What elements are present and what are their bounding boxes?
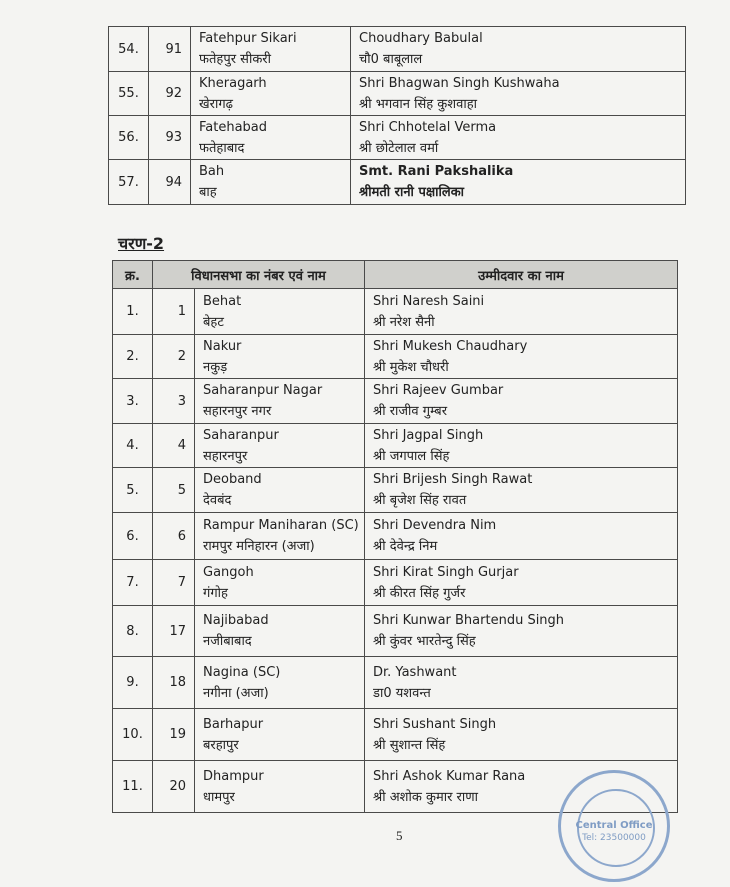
- header-candidate: उम्मीदवार का नाम: [365, 261, 678, 289]
- constituency-number: 3: [153, 379, 195, 424]
- stamp-line-1: Central Office: [575, 820, 653, 831]
- candidate-name-hi: श्री कीरत सिंह गुर्जर: [373, 585, 466, 601]
- table-row: [113, 424, 678, 468]
- constituency-number: 19: [153, 709, 195, 761]
- table-row: [109, 116, 686, 160]
- candidate-name: [351, 160, 686, 205]
- constituency-name: [191, 160, 351, 205]
- candidate-name-en: Shri Naresh Saini: [373, 293, 485, 309]
- constituency-name-en: Saharanpur Nagar: [203, 383, 323, 398]
- stamp-line-2: Tel: 23500000: [582, 833, 646, 843]
- candidate-name: [365, 289, 678, 335]
- constituency-number: 91: [149, 27, 191, 72]
- candidate-name: [365, 468, 678, 513]
- candidate-table-phase2: [112, 260, 678, 813]
- constituency-name-en: Rampur Maniharan (SC): [203, 518, 359, 533]
- candidate-name-hi: श्री भगवान सिंह कुशवाहा: [359, 96, 477, 112]
- constituency-name-en: Barhapur: [203, 716, 264, 732]
- serial-number: 1.: [113, 289, 153, 335]
- candidate-name: [365, 424, 678, 468]
- constituency-name: [195, 335, 365, 379]
- candidate-name: [365, 560, 678, 606]
- table-row: [113, 513, 678, 560]
- constituency-name-hi: नजीबाबाद: [203, 634, 252, 649]
- candidate-table-phase1-continued: [108, 26, 686, 205]
- candidate-name-hi: श्री बृजेश सिंह रावत: [373, 493, 467, 508]
- table-row: [113, 709, 678, 761]
- constituency-name-en: Nagina (SC): [203, 664, 281, 680]
- candidate-name-hi: श्री जगपाल सिंह: [373, 448, 450, 464]
- candidate-name-en: Shri Sushant Singh: [373, 716, 497, 732]
- table-row: [113, 657, 678, 709]
- table-row: [113, 379, 678, 424]
- constituency-number: 7: [153, 560, 195, 606]
- candidate-name-en: Shri Rajeev Gumbar: [373, 383, 504, 398]
- constituency-number: 18: [153, 657, 195, 709]
- constituency-name-hi: बेहट: [203, 314, 224, 330]
- constituency-name-en: Nakur: [203, 338, 242, 354]
- candidate-name-hi: श्री मुकेश चौधरी: [373, 359, 449, 375]
- candidate-name: [365, 335, 678, 379]
- table-row: [113, 335, 678, 379]
- serial-number: 5.: [113, 468, 153, 513]
- candidate-name-en: Shri Jagpal Singh: [373, 427, 484, 443]
- serial-number: 4.: [113, 424, 153, 468]
- party-office-stamp: [558, 770, 670, 882]
- candidate-name-en: Smt. Rani Pakshalika: [359, 164, 514, 179]
- constituency-name-en: Fatehpur Sikari: [199, 31, 297, 46]
- constituency-number: 1: [153, 289, 195, 335]
- constituency-name-en: Deoband: [203, 472, 262, 487]
- serial-number: 6.: [113, 513, 153, 560]
- candidate-name-en: Shri Ashok Kumar Rana: [373, 768, 526, 784]
- candidate-name: [351, 72, 686, 116]
- constituency-name: [195, 606, 365, 657]
- candidate-name: [365, 657, 678, 709]
- candidate-name-hi: श्री सुशान्त सिंह: [373, 737, 446, 753]
- candidate-name-en: Shri Chhotelal Verma: [359, 119, 497, 135]
- constituency-name-en: Bah: [199, 164, 225, 179]
- constituency-number: 92: [149, 72, 191, 116]
- candidate-name-en: Dr. Yashwant: [373, 664, 457, 680]
- serial-number: 11.: [113, 761, 153, 813]
- constituency-name-en: Najibabad: [203, 613, 269, 628]
- candidate-name-en: Choudhary Babulal: [359, 31, 483, 46]
- constituency-name: [195, 424, 365, 468]
- constituency-number: 4: [153, 424, 195, 468]
- constituency-number: 17: [153, 606, 195, 657]
- candidate-name-en: Shri Kunwar Bhartendu Singh: [373, 613, 565, 628]
- table-row: [113, 606, 678, 657]
- candidate-name-en: Shri Kirat Singh Gurjar: [373, 564, 519, 580]
- constituency-name-hi: बाह: [199, 185, 217, 200]
- table-row: [113, 289, 678, 335]
- constituency-number: 93: [149, 116, 191, 160]
- candidate-name-hi: श्री कुंवर भारतेन्दु सिंह: [373, 634, 476, 649]
- constituency-name-hi: धामपुर: [203, 789, 235, 805]
- candidate-name-hi: चौ0 बाबूलाल: [359, 52, 423, 67]
- serial-number: 9.: [113, 657, 153, 709]
- constituency-name-en: Fatehabad: [199, 119, 268, 135]
- serial-number: 2.: [113, 335, 153, 379]
- serial-number: 3.: [113, 379, 153, 424]
- constituency-name-hi: देवबंद: [203, 493, 232, 508]
- table-row: [109, 160, 686, 205]
- serial-number: 8.: [113, 606, 153, 657]
- header-constituency: विधानसभा का नंबर एवं नाम: [153, 261, 365, 289]
- constituency-name-hi: फतेहपुर सीकरी: [199, 52, 271, 67]
- candidate-name-en: Shri Bhagwan Singh Kushwaha: [359, 75, 560, 91]
- constituency-name: [195, 468, 365, 513]
- constituency-number: 94: [149, 160, 191, 205]
- constituency-name-hi: सहारनपुर नगर: [203, 404, 272, 419]
- candidate-name-hi: श्री राजीव गुम्बर: [373, 404, 448, 419]
- constituency-name-hi: रामपुर मनिहारन (अजा): [203, 539, 315, 554]
- constituency-name-hi: नकुड़: [203, 359, 228, 375]
- constituency-name: [195, 379, 365, 424]
- candidate-name: [365, 709, 678, 761]
- candidate-name-hi: श्री छोटेलाल वर्मा: [359, 140, 439, 156]
- constituency-number: 5: [153, 468, 195, 513]
- constituency-name-hi: गंगोह: [203, 585, 228, 601]
- constituency-name-en: Behat: [203, 293, 242, 309]
- candidate-name: [351, 116, 686, 160]
- constituency-name: [195, 709, 365, 761]
- candidate-name: [365, 379, 678, 424]
- constituency-name-hi: सहारनपुर: [203, 448, 248, 464]
- table-row: [109, 72, 686, 116]
- constituency-name: [195, 289, 365, 335]
- candidate-name-hi: श्री देवेन्द्र निम: [373, 539, 438, 554]
- candidate-name: [351, 27, 686, 72]
- serial-number: 10.: [113, 709, 153, 761]
- table-row: [109, 27, 686, 72]
- constituency-name: [191, 72, 351, 116]
- constituency-name-hi: बरहापुर: [203, 737, 239, 753]
- phase-heading: चरण-2: [118, 234, 165, 253]
- constituency-number: 20: [153, 761, 195, 813]
- table-row: [113, 560, 678, 606]
- constituency-name: [195, 513, 365, 560]
- constituency-name-hi: खेरागढ़: [199, 96, 233, 112]
- candidate-name-hi: श्री अशोक कुमार राणा: [373, 789, 478, 805]
- candidate-name-en: Shri Mukesh Chaudhary: [373, 338, 528, 354]
- constituency-name: [195, 560, 365, 606]
- constituency-name: [191, 116, 351, 160]
- candidate-name-en: Shri Devendra Nim: [373, 518, 497, 533]
- candidate-name: [365, 606, 678, 657]
- serial-number: 54.: [109, 27, 149, 72]
- serial-number: 7.: [113, 560, 153, 606]
- constituency-name-en: Saharanpur: [203, 427, 279, 443]
- candidate-name-hi: श्रीमती रानी पक्षालिका: [359, 185, 465, 200]
- constituency-name-hi: नगीना (अजा): [203, 685, 269, 701]
- constituency-number: 2: [153, 335, 195, 379]
- table-row: [113, 468, 678, 513]
- serial-number: 56.: [109, 116, 149, 160]
- candidate-name: [365, 513, 678, 560]
- constituency-name-en: Kheragarh: [199, 75, 267, 91]
- constituency-number: 6: [153, 513, 195, 560]
- constituency-name-hi: फतेहाबाद: [199, 140, 245, 156]
- header-serial: क्र.: [113, 261, 153, 289]
- serial-number: 55.: [109, 72, 149, 116]
- constituency-name-en: Dhampur: [203, 768, 264, 784]
- candidate-name-en: Shri Brijesh Singh Rawat: [373, 472, 533, 487]
- constituency-name: [195, 761, 365, 813]
- constituency-name: [191, 27, 351, 72]
- page-number: 5: [396, 828, 403, 843]
- candidate-name-hi: डा0 यशवन्त: [373, 685, 431, 701]
- constituency-name-en: Gangoh: [203, 564, 254, 580]
- constituency-name: [195, 657, 365, 709]
- candidate-name-hi: श्री नरेश सैनी: [373, 314, 435, 330]
- serial-number: 57.: [109, 160, 149, 205]
